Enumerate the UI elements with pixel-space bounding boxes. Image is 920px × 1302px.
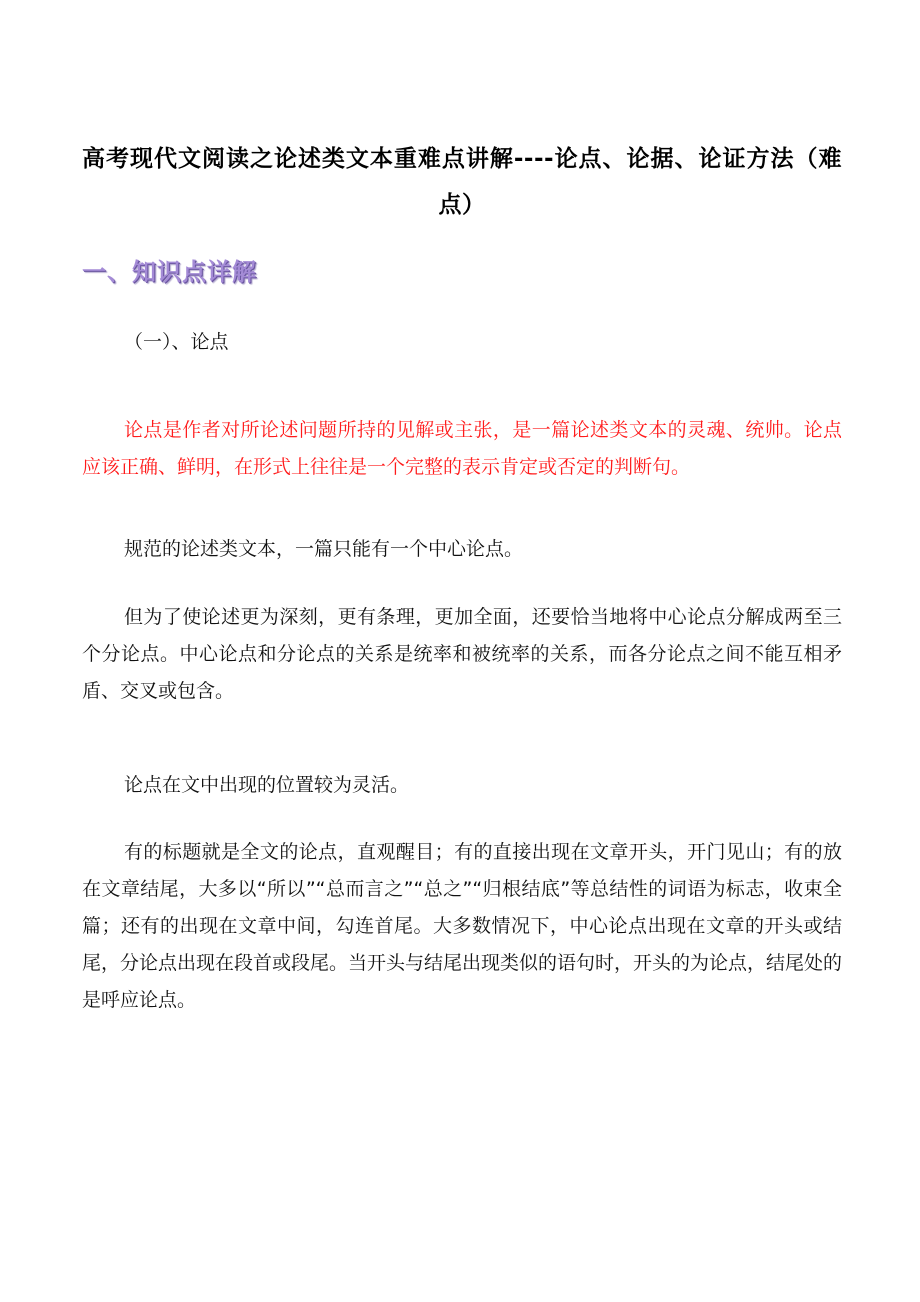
paragraph-definition: 论点是作者对所论述问题所持的见解或主张，是一篇论述类文本的灵魂、统帅。论点应该正确、鲜明，在形式上往往是一个完整的表示肯定或否定的判断句。 xyxy=(82,419,842,478)
paragraph-thesis-examples: 有的标题就是全文的论点，直观醒目；有的直接出现在文章开头，开门见山；有的放在文章结尾，大多以“所以”“总而言之”“总之”“归根结底”等总结性的词语为标志，收束全篇；还有的出现在文章中间，勾连首尾。大多数情况下，中心论点出现在文章的开头或结尾，分论点出现在段首或段尾。当开头与结尾出现类似的语句时，开头的为论点，结尾处的是呼应论点。 xyxy=(82,841,843,1011)
section-heading: 一、知识点详解 xyxy=(82,258,257,286)
paragraph-thesis-position: 论点在文中出现的位置较为灵活。 xyxy=(124,774,410,796)
subheading-thesis: （一）、论点 xyxy=(124,331,229,353)
paragraph-sub-theses: 但为了使论述更为深刻，更有条理，更加全面，还要恰当地将中心论点分解成两至三个分论点。中心论点和分论点的关系是统率和被统率的关系，而各分论点之间不能互相矛盾、交叉或包含。 xyxy=(82,606,842,702)
paragraph-central-thesis: 规范的论述类文本，一篇只能有一个中心论点。 xyxy=(124,538,524,560)
document-title: 高考现代文阅读之论述类文本重难点讲解----论点、论据、论证方法（难点） xyxy=(82,146,842,218)
